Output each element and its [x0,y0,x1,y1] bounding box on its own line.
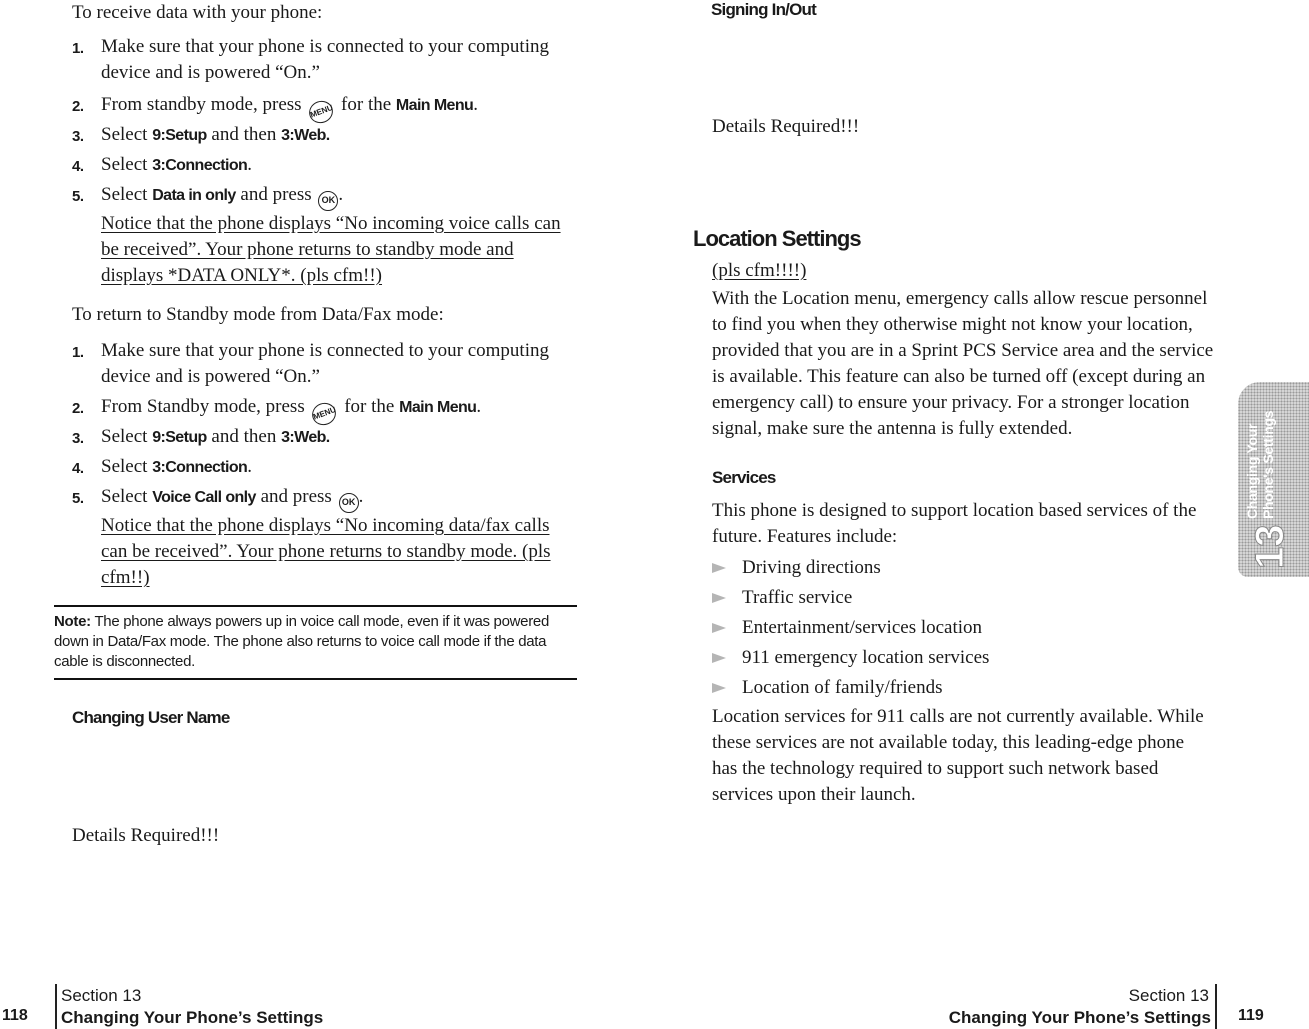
location-paragraph: With the Location menu, emergency calls allow rescue personnel to find you when they otherwise might not know your location, provided that you are in a Sprint PCS Service area and the service is available. This feature can also be turned off (except during an emergency call) to ensure your privacy. For a stronger location signal, make sure the antenna is fully extended. [712,288,1214,439]
menu-key-icon: MENU [309,400,339,429]
intro-receive: To receive data with your phone: [72,2,323,23]
bullet-arrow-icon [712,563,726,573]
left-footer-title: Changing Your Phone’s Settings [61,1008,324,1027]
location-settings-heading: Location Settings [693,226,861,251]
side-tab-number: 13 [1248,524,1292,569]
bullet-arrow-icon [712,653,726,663]
note-text: The phone always powers up in voice call mode, even if it was powered down in Data/Fax mode. The phone also returns to voice call mode if the data cable is disconnected. [54,613,549,670]
right-page-number: 119 [1238,1007,1264,1024]
right-footer-title: Changing Your Phone’s Settings [948,1008,1211,1027]
right-footer-bar [1215,984,1217,1029]
left-page-number: 118 [2,1007,28,1024]
pls-cfm-note: (pls cfm!!!!) [712,260,807,281]
right-footer-section: Section 13 [1128,986,1209,1005]
left-footer-section: Section 13 [61,986,142,1005]
services-heading: Services [712,468,776,487]
services-intro: This phone is designed to support location based services of the future. Features include: [712,500,1197,547]
ok-key-icon: OK [318,191,338,211]
ok-key-icon: OK [339,493,359,513]
receive-confirmation-note: Notice that the phone displays “No incoming voice calls can be received”. Your phone returns to standby mode and displays *DATA ONLY*. (pls cfm!!) [101,213,561,286]
left-details-required: Details Required!!! [72,825,220,846]
return-confirmation-note: Notice that the phone displays “No incoming data/fax calls can be received”. Your phone returns to standby mode. (pls cfm!!) [101,515,551,588]
note-box [54,612,577,672]
bullet-arrow-icon [712,593,726,603]
section-side-tab [1238,382,1309,577]
bullet-arrow-icon [712,683,726,693]
bullet-arrow-icon [712,623,726,633]
changing-user-name-heading: Changing User Name [72,708,230,727]
left-footer-bar [55,984,57,1029]
side-tab-label: Changing Your Phone's Settings [1244,410,1276,519]
menu-key-icon: MENU [306,98,336,127]
note-label: Note: [54,613,91,630]
note-top-rule [54,605,577,607]
closing-paragraph: Location services for 911 calls are not currently available. While these services are not available today, this leading-edge phone has the technology required to support such network based services upon their launch. [712,706,1204,805]
right-details-required: Details Required!!! [712,116,860,137]
signing-in-out-heading: Signing In/Out [711,0,816,19]
note-bottom-rule [54,678,577,680]
intro-return: To return to Standby mode from Data/Fax mode: [72,304,444,325]
